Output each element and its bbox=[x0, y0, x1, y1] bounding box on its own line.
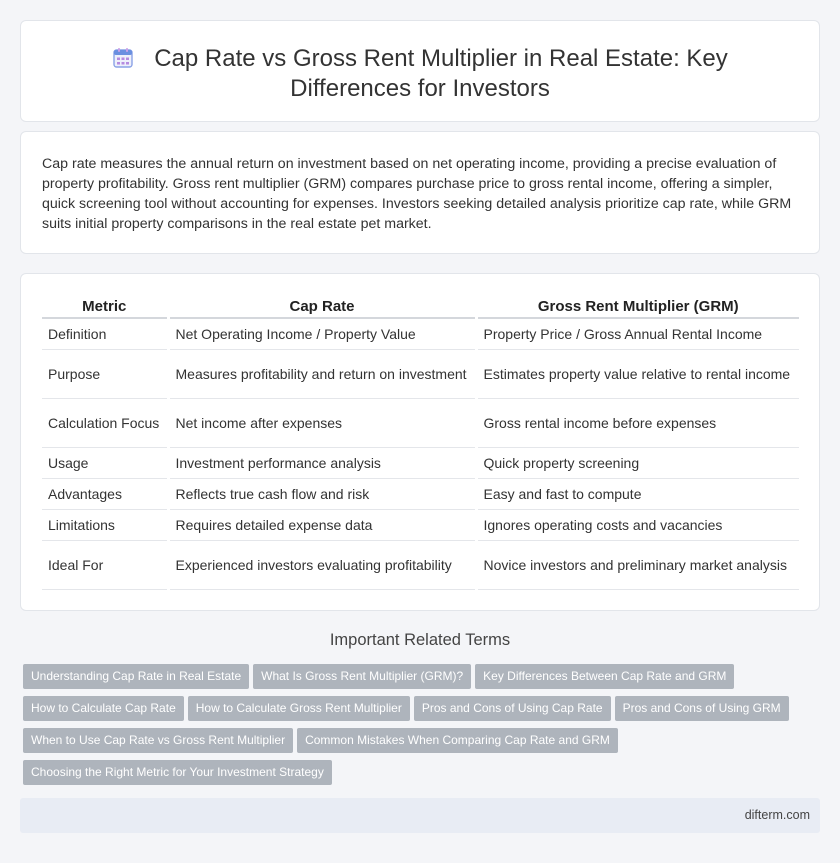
table-cell-grm: Easy and fast to compute bbox=[476, 478, 799, 509]
table-cell-metric: Usage bbox=[42, 447, 168, 478]
table-cell-metric: Limitations bbox=[42, 509, 168, 540]
related-term-link[interactable]: Pros and Cons of Using Cap Rate bbox=[414, 696, 611, 721]
related-term-link[interactable]: Choosing the Right Metric for Your Investment Strategy bbox=[23, 760, 332, 785]
tag-row bbox=[23, 760, 823, 792]
table-header-row bbox=[42, 296, 799, 318]
table-cell-grm: Ignores operating costs and vacancies bbox=[476, 509, 799, 540]
footer-site-link[interactable]: difterm.com bbox=[744, 808, 810, 822]
table-cell-metric: Ideal For bbox=[42, 540, 168, 589]
table-header-grm: Gross Rent Multiplier (GRM) bbox=[476, 296, 799, 318]
tag-row bbox=[23, 664, 823, 696]
table-cell-metric: Purpose bbox=[42, 349, 168, 398]
table-row bbox=[42, 349, 799, 398]
table-cell-cap-rate: Net income after expenses bbox=[168, 398, 476, 447]
table-cell-cap-rate: Requires detailed expense data bbox=[168, 509, 476, 540]
tag-row bbox=[23, 728, 823, 760]
table-cell-grm: Estimates property value relative to rental income bbox=[476, 349, 799, 398]
table-row bbox=[42, 509, 799, 540]
page-title-wrap bbox=[51, 44, 789, 104]
related-term-link[interactable]: How to Calculate Gross Rent Multiplier bbox=[188, 696, 410, 721]
table-header-cap-rate: Cap Rate bbox=[168, 296, 476, 318]
table-header-metric: Metric bbox=[42, 296, 168, 318]
related-term-link[interactable]: When to Use Cap Rate vs Gross Rent Multiplier bbox=[23, 728, 293, 753]
table-cell-metric: Calculation Focus bbox=[42, 398, 168, 447]
related-term-link[interactable]: Pros and Cons of Using GRM bbox=[615, 696, 789, 721]
calendar-icon bbox=[112, 47, 134, 69]
table-cell-metric: Definition bbox=[42, 318, 168, 349]
header-card bbox=[20, 20, 820, 122]
table-row bbox=[42, 318, 799, 349]
related-term-link[interactable]: How to Calculate Cap Rate bbox=[23, 696, 184, 721]
table-cell-cap-rate: Measures profitability and return on investment bbox=[168, 349, 476, 398]
comparison-table bbox=[42, 296, 799, 590]
table-row bbox=[42, 398, 799, 447]
table-row bbox=[42, 478, 799, 509]
table-row bbox=[42, 447, 799, 478]
related-terms-tags bbox=[23, 664, 823, 792]
table-cell-cap-rate: Experienced investors evaluating profitability bbox=[168, 540, 476, 589]
intro-card bbox=[20, 131, 820, 254]
table-cell-grm: Novice investors and preliminary market analysis bbox=[476, 540, 799, 589]
table-cell-cap-rate: Investment performance analysis bbox=[168, 447, 476, 478]
table-cell-cap-rate: Reflects true cash flow and risk bbox=[168, 478, 476, 509]
footer-bar bbox=[20, 798, 820, 833]
table-cell-grm: Gross rental income before expenses bbox=[476, 398, 799, 447]
table-cell-metric: Advantages bbox=[42, 478, 168, 509]
tag-row bbox=[23, 696, 823, 728]
intro-paragraph: Cap rate measures the annual return on investment based on net operating income, providing a precise evaluation of property profitability. Gross rent multiplier (GRM) compares purchase price to gross rental income, offering a simpler, quick screening tool without accounting for expenses. Investors seeking detailed analysis prioritize cap rate, while GRM suits initial property comparisons in the real estate pet market. bbox=[42, 156, 792, 232]
related-term-link[interactable]: Common Mistakes When Comparing Cap Rate and GRM bbox=[297, 728, 618, 753]
related-term-link[interactable]: What Is Gross Rent Multiplier (GRM)? bbox=[253, 664, 471, 689]
table-cell-cap-rate: Net Operating Income / Property Value bbox=[168, 318, 476, 349]
table-row bbox=[42, 540, 799, 589]
related-terms-title: Important Related Terms bbox=[329, 631, 511, 649]
comparison-table-card bbox=[20, 273, 820, 611]
page-title: Cap Rate vs Gross Rent Multiplier in Real Estate: Key Differences for Investors bbox=[154, 45, 728, 102]
table-cell-grm: Quick property screening bbox=[476, 447, 799, 478]
table-cell-grm: Property Price / Gross Annual Rental Income bbox=[476, 318, 799, 349]
related-term-link[interactable]: Understanding Cap Rate in Real Estate bbox=[23, 664, 249, 689]
related-term-link[interactable]: Key Differences Between Cap Rate and GRM bbox=[475, 664, 734, 689]
